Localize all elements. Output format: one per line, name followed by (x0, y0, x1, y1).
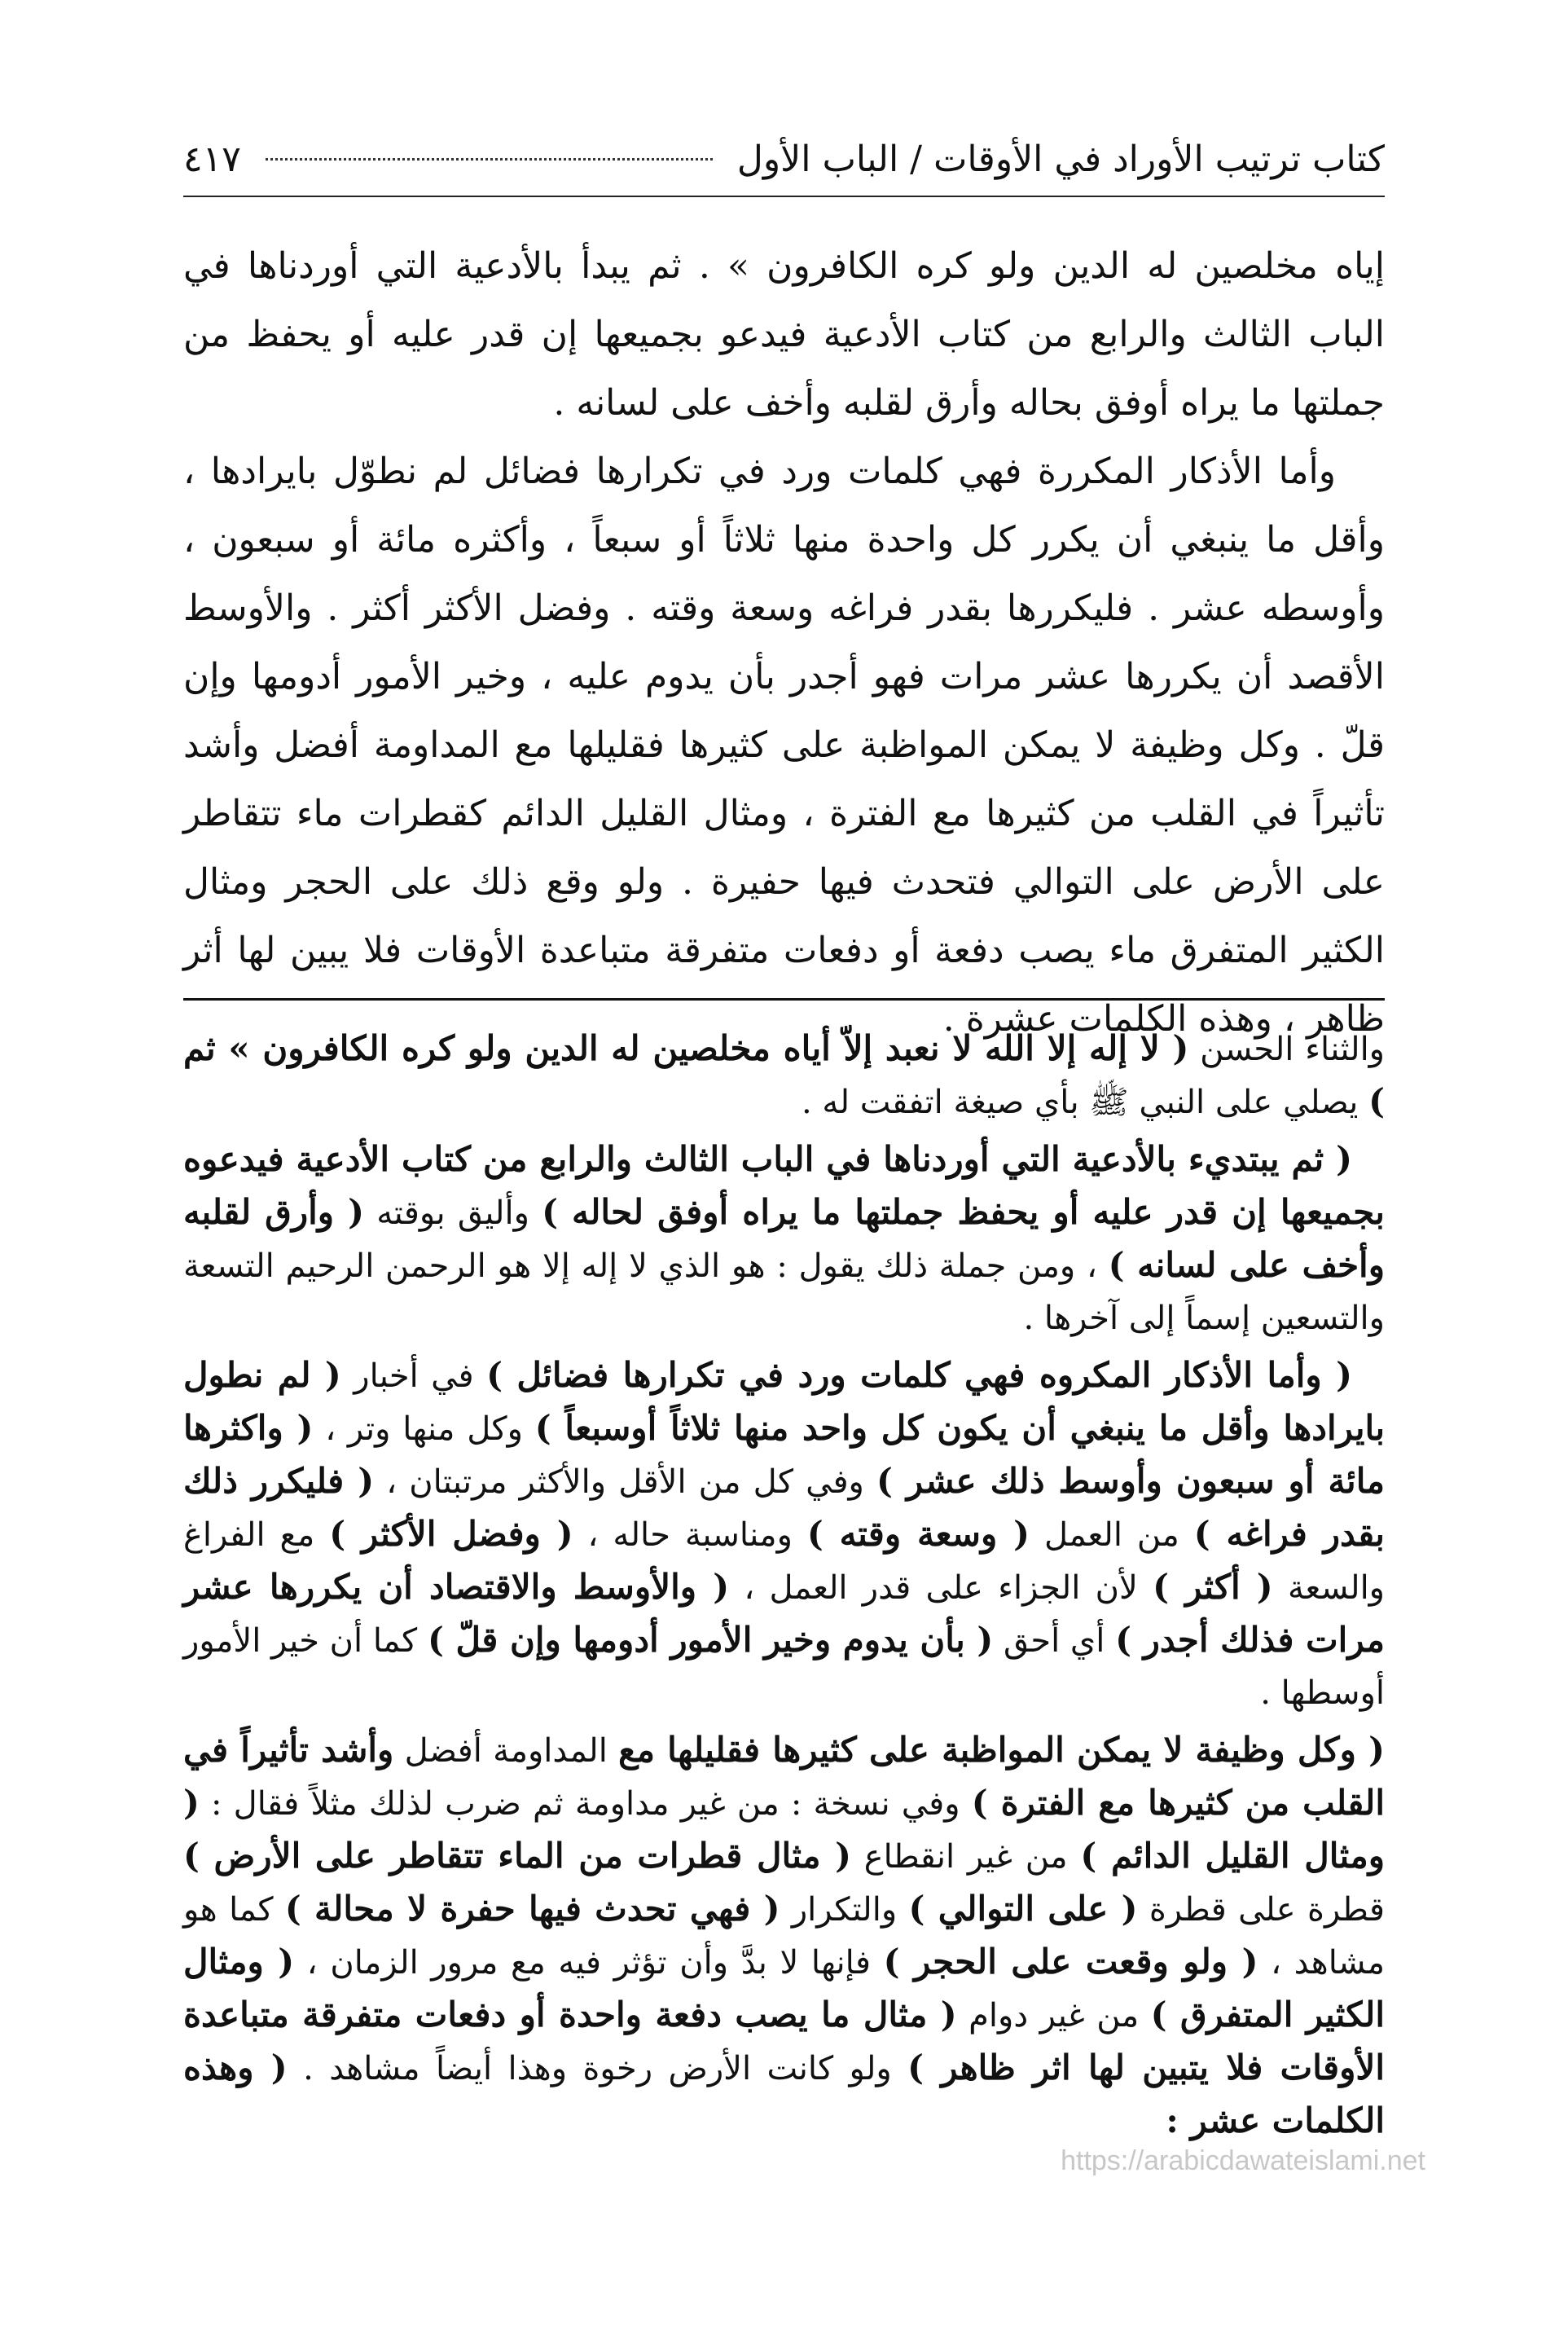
quoted-matn: ( لم نطول بايرادها وأقل ما ينبغي أن يكون كل واحد منها ثلاثاً أوسبعاً ) (183, 1355, 1386, 1448)
commentary-paragraph (183, 1133, 1385, 1344)
commentary-text: من غير دوام (956, 1997, 1140, 2034)
quoted-matn: وأشد تأثيراً في القلب من كثيرها مع الفترة ) (183, 1730, 1386, 1823)
quoted-matn: ( لا إله إلا الله لا نعبد إلاّ أياه مخلصين له الدين ولو كره الكافرون » ثم ) (183, 1028, 1385, 1121)
commentary-paragraph (183, 1023, 1385, 1128)
quoted-matn: ( واكثرها مائة أو سبعون وأوسط ذلك عشر ) (183, 1408, 1386, 1501)
quoted-matn: ( وكل وظيفة لا يمكن المواظبة على كثيرها فقليلها مع (618, 1730, 1385, 1770)
quoted-matn: ( فهي تحدث فيها حفرة لا محالة ) (284, 1889, 780, 1929)
watermark-url: https://arabicdawateislami.net (1061, 2145, 1425, 2176)
commentary-text: قطرة على قطرة (1137, 1891, 1385, 1929)
commentary-text: المداومة أفضل (393, 1732, 608, 1770)
quoted-matn: ( ومثال القليل الدائم ) (183, 1783, 1385, 1876)
running-header (183, 122, 1385, 197)
quoted-matn: ( وأرق لقلبه وأخف على لسانه ) (183, 1192, 1386, 1285)
quoted-matn: ( على التوالي ) (908, 1889, 1138, 1929)
commentary-text: مع الفراغ والسعة (183, 1516, 1385, 1607)
quoted-matn: ( ثم يبتديء بالأدعية التي أوردناها في الباب الثالث والرابع من كتاب الأدعية فيدعوه بجميعها إن قدر عليه أو يحفظ جملتها ما يراه أوفق لحاله ) (183, 1139, 1385, 1232)
commentary-text: يصلي على النبي ﷺ بأي صيغة اتفقت له . (801, 1084, 1359, 1121)
quoted-matn: ( وفضل الأكثر ) (329, 1514, 573, 1554)
commentary-text: من غير انقطاع (851, 1838, 1068, 1876)
commentary-text: من العمل (1030, 1516, 1179, 1554)
main-paragraph: إياه مخلصين له الدين ولو كره الكافرون » . ثم يبدأ بالأدعية التي أوردناها في الباب الثالث والرابع من كتاب الأدعية فيدعو بجميعها إن قدر عليه أو يحفظ من جملتها ما يراه أوفق بحاله وأرق لقلبه وأخف على لسانه . (183, 245, 1385, 424)
quoted-matn: ( وسعة وقته ) (806, 1514, 1030, 1554)
commentary-text: وفي نسخة : من غير مداومة ثم ضرب لذلك مثلاً فقال : (199, 1785, 960, 1823)
commentary-text: ومناسبة حاله ، (573, 1516, 793, 1554)
commentary-text: والثناء الحسن (1188, 1031, 1386, 1068)
quoted-matn: ( ومثال الكثير المتفرق ) (183, 1942, 1385, 2034)
commentary-text: ، ومن جملة ذلك يقول : هو الذي لا إله إلا هو الرحمن الرحيم التسعة والتسعين إسماً إلى آخرها . (183, 1247, 1385, 1337)
commentary-text: ولو كانت الأرض رخوة وهذا أيضاً مشاهد . (287, 2050, 892, 2087)
commentary-text: لأن الجزاء على قدر العمل ، (729, 1569, 1138, 1607)
commentary-text: فإنها لا بدَّ وأن تؤثر فيه مع مرور الزمان ، (294, 1944, 871, 1982)
commentary-block (183, 1023, 1385, 2153)
commentary-text: كما أن خير الأمور أوسطها . (183, 1622, 1385, 1712)
commentary-text: في أخبار (340, 1357, 474, 1395)
commentary-text: والتكرار (780, 1891, 898, 1929)
commentary-text: وأليق بوقته (364, 1194, 529, 1232)
header-dot-leader (266, 158, 713, 161)
quoted-matn: ( وأما الأذكار المكروه فهي كلمات ورد في تكرارها فضائل ) (486, 1355, 1352, 1395)
quoted-matn: ( وهذه الكلمات عشر : (183, 2048, 1385, 2140)
page-number: ٤١٧ (183, 138, 241, 180)
quoted-matn: ( فليكرر ذلك بقدر فراغه ) (183, 1461, 1385, 1554)
quoted-matn: ( أكثر ) (1153, 1567, 1273, 1607)
footnote-separator (183, 998, 1385, 1001)
header-title: كتاب ترتيب الأوراد في الأوقات / الباب الأول (736, 138, 1385, 180)
quoted-matn: ( بأن يدوم وخير الأمور أدومها وإن قلّ ) (427, 1620, 994, 1660)
main-paragraph: وأما الأذكار المكررة فهي كلمات ورد في تكرارها فضائل لم نطوّل بايرادها ، وأقل ما ينبغي أن يكرر كل واحدة منها ثلاثاً أو سبعاً ، وأكثره مائة أو سبعون ، وأوسطه عشر . فليكررها بقدر فراغه وسعة وقته . وفضل الأكثر أكثر . والأوسط الأقصد أن يكررها عشر مرات فهو أجدر بأن يدوم عليه ، وخير الأمور أدومها وإن قلّ . وكل وظيفة لا يمكن المواظبة على كثيرها فقليلها مع المداومة أفضل وأشد تأثيراً في القلب من كثيرها مع الفترة ، ومثال القليل الدائم كقطرات ماء تتقاطر على الأرض على التوالي فتحدث فيها حفيرة . ولو وقع ذلك على الحجر ومثال الكثير المتفرق ماء يصب دفعة أو دفعات متفرقة متباعدة الأوقات فلا يبين لها أثر ظاهر ، وهذه الكلمات عشرة . (183, 451, 1385, 1040)
commentary-text: أي أحق (993, 1622, 1105, 1660)
commentary-text: وكل منها وتر ، (313, 1410, 523, 1448)
commentary-text: كما هو مشاهد ، (183, 1891, 1386, 1982)
commentary-text: وفي كل من الأقل والأكثر مرتبتان ، (374, 1463, 864, 1501)
main-text (183, 232, 1385, 1054)
quoted-matn: ( والأوسط والاقتصاد أن يكررها عشر مرات فذلك أجدر ) (183, 1567, 1386, 1660)
commentary-paragraph (183, 1349, 1385, 1719)
quoted-matn: ( مثال ما يصب دفعة واحدة أو دفعات متفرقة متباعدة الأوقات فلا يتبين لها اثر ظاهر ) (183, 1995, 1385, 2087)
commentary-paragraph (183, 1724, 1385, 2148)
quoted-matn: ( ولو وقعت على الحجر ) (883, 1942, 1258, 1982)
quoted-matn: ( مثال قطرات من الماء تتقاطر على الأرض ) (183, 1836, 851, 1876)
